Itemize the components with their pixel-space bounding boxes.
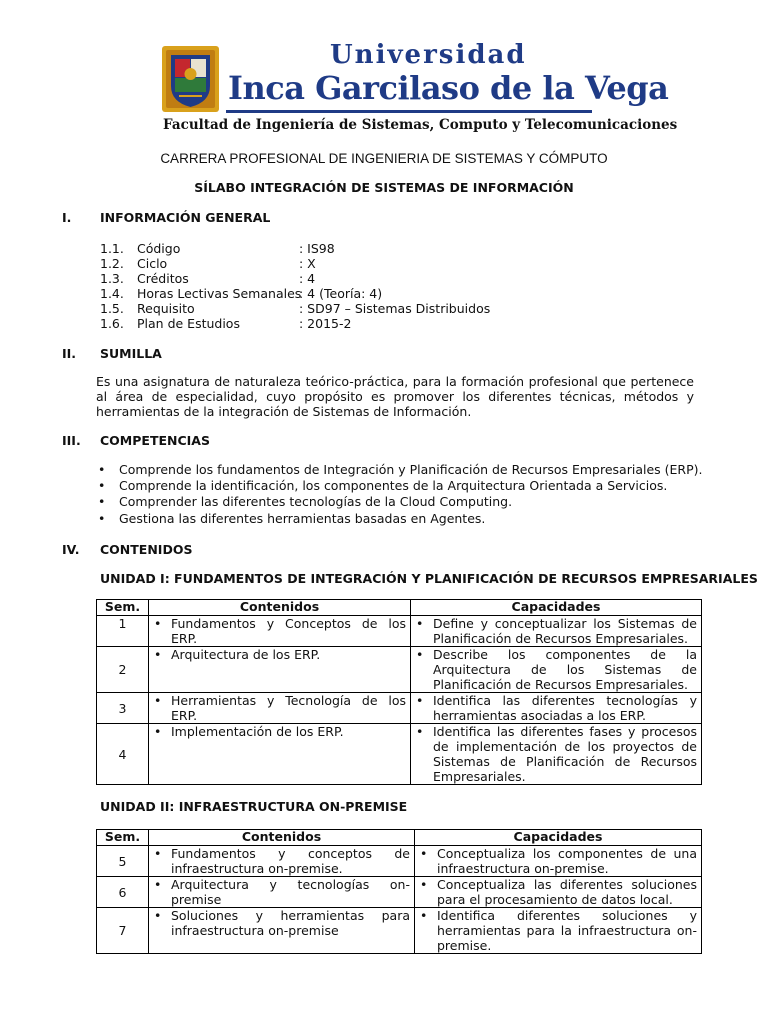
contenido-cell: • Fundamentos y Conceptos de los ERP.	[153, 616, 406, 646]
header-capacidades: Capacidades	[411, 600, 702, 616]
university-crest-icon	[162, 46, 219, 112]
capacidad-cell: • Identifica las diferentes tecnologías y herramientas asociadas a los ERP.	[415, 693, 697, 723]
university-name-line1: Universidad	[330, 40, 527, 70]
sem-cell: 1	[97, 616, 149, 647]
list-item: • Comprende la identificación, los componentes de la Arquitectura Orientada a Servicios.	[96, 478, 702, 494]
table-row	[97, 877, 702, 908]
university-name-line2: Inca Garcilaso de la Vega	[228, 69, 669, 107]
table-row	[97, 724, 702, 785]
unit-1-title: UNIDAD I: FUNDAMENTOS DE INTEGRACIÓN Y PLANIFICACIÓN DE RECURSOS EMPRESARIALES	[100, 571, 758, 586]
section-1-number: I.	[62, 210, 72, 225]
contenido-cell: • Arquitectura de los ERP.	[153, 647, 406, 662]
info-num: 1.4.	[100, 286, 124, 301]
section-4-number: IV.	[62, 542, 80, 557]
contenido-cell: • Implementación de los ERP.	[153, 724, 406, 739]
table-row	[97, 693, 702, 724]
sumilla-paragraph: Es una asignatura de naturaleza teórico-práctica, para la formación profesional que pertenece al área de especialidad, cuyo propósito es promover los diferentes técnicas, métodos y herramientas de la integración de Sistemas de Información.	[96, 374, 694, 419]
header-sem: Sem.	[97, 830, 149, 846]
info-value: : 4 (Teoría: 4)	[299, 286, 383, 301]
info-value: : SD97 – Sistemas Distribuidos	[299, 301, 491, 316]
syllabus-title: SÍLABO INTEGRACIÓN DE SISTEMAS DE INFORMACIÓN	[194, 180, 574, 195]
capacidad-cell: • Conceptualiza las diferentes soluciones para el procesamiento de datos local.	[419, 877, 697, 907]
contenido-cell: • Arquitectura y tecnologías on-premise	[153, 877, 410, 907]
competencies-list	[96, 462, 702, 527]
info-value: : 2015-2	[299, 316, 352, 331]
unit-2-table	[96, 829, 702, 954]
section-2-title: SUMILLA	[100, 346, 162, 361]
career-title: CARRERA PROFESIONAL DE INGENIERIA DE SISTEMAS Y CÓMPUTO	[160, 151, 608, 166]
sem-cell: 4	[97, 724, 149, 785]
unit-1-table	[96, 599, 702, 785]
table-row	[97, 846, 702, 877]
capacidad-cell: • Identifica diferentes soluciones y herramientas para la infraestructura on-premise.	[419, 908, 697, 953]
info-value: : IS98	[299, 241, 335, 256]
faculty-name: Facultad de Ingeniería de Sistemas, Computo y Telecomunicaciones	[163, 117, 678, 133]
capacidad-cell: • Conceptualiza los componentes de una infraestructura on-premise.	[419, 846, 697, 876]
section-4-title: CONTENIDOS	[100, 542, 193, 557]
unit-2-title: UNIDAD II: INFRAESTRUCTURA ON-PREMISE	[100, 799, 408, 814]
info-num: 1.5.	[100, 301, 124, 316]
contenido-cell: • Fundamentos y conceptos de infraestructura on-premise.	[153, 846, 410, 876]
table-header-row	[97, 830, 702, 846]
sem-cell: 5	[97, 846, 149, 877]
table-row	[97, 908, 702, 954]
header-sem: Sem.	[97, 600, 149, 616]
section-1-title: INFORMACIÓN GENERAL	[100, 210, 271, 225]
section-3-number: III.	[62, 433, 81, 448]
contenido-cell: • Soluciones y herramientas para infraestructura on-premise	[153, 908, 410, 938]
header-divider	[226, 110, 592, 113]
header-contenidos: Contenidos	[149, 600, 411, 616]
info-num: 1.6.	[100, 316, 124, 331]
info-num: 1.2.	[100, 256, 124, 271]
capacidad-cell: • Identifica las diferentes fases y procesos de implementación de los proyectos de Sistemas de Planificación de Recursos Empresariales.	[415, 724, 697, 784]
section-3-title: COMPETENCIAS	[100, 433, 210, 448]
capacidad-cell: • Define y conceptualizar los Sistemas de Planificación de Recursos Empresariales.	[415, 616, 697, 646]
info-num: 1.3.	[100, 271, 124, 286]
capacidad-cell: • Describe los componentes de la Arquitectura de los Sistemas de Planificación de Recursos Empresariales.	[415, 647, 697, 692]
info-label: Requisito	[137, 301, 195, 316]
sem-cell: 7	[97, 908, 149, 954]
info-label: Créditos	[137, 271, 189, 286]
table-row	[97, 647, 702, 693]
info-label: Plan de Estudios	[137, 316, 240, 331]
info-value: : X	[299, 256, 316, 271]
header-contenidos: Contenidos	[149, 830, 415, 846]
info-value: : 4	[299, 271, 316, 286]
info-label: Horas Lectivas Semanales	[137, 286, 302, 301]
sem-cell: 6	[97, 877, 149, 908]
info-label: Código	[137, 241, 181, 256]
info-num: 1.1.	[100, 241, 124, 256]
table-row	[97, 616, 702, 647]
info-label: Ciclo	[137, 256, 168, 271]
contenido-cell: • Herramientas y Tecnología de los ERP.	[153, 693, 406, 723]
table-header-row	[97, 600, 702, 616]
list-item: • Comprende los fundamentos de Integración y Planificación de Recursos Empresariales (ERP).	[96, 462, 702, 478]
sem-cell: 3	[97, 693, 149, 724]
header-capacidades: Capacidades	[415, 830, 702, 846]
list-item: • Gestiona las diferentes herramientas basadas en Agentes.	[96, 511, 702, 527]
list-item: • Comprender las diferentes tecnologías de la Cloud Computing.	[96, 494, 702, 510]
sem-cell: 2	[97, 647, 149, 693]
section-2-number: II.	[62, 346, 77, 361]
